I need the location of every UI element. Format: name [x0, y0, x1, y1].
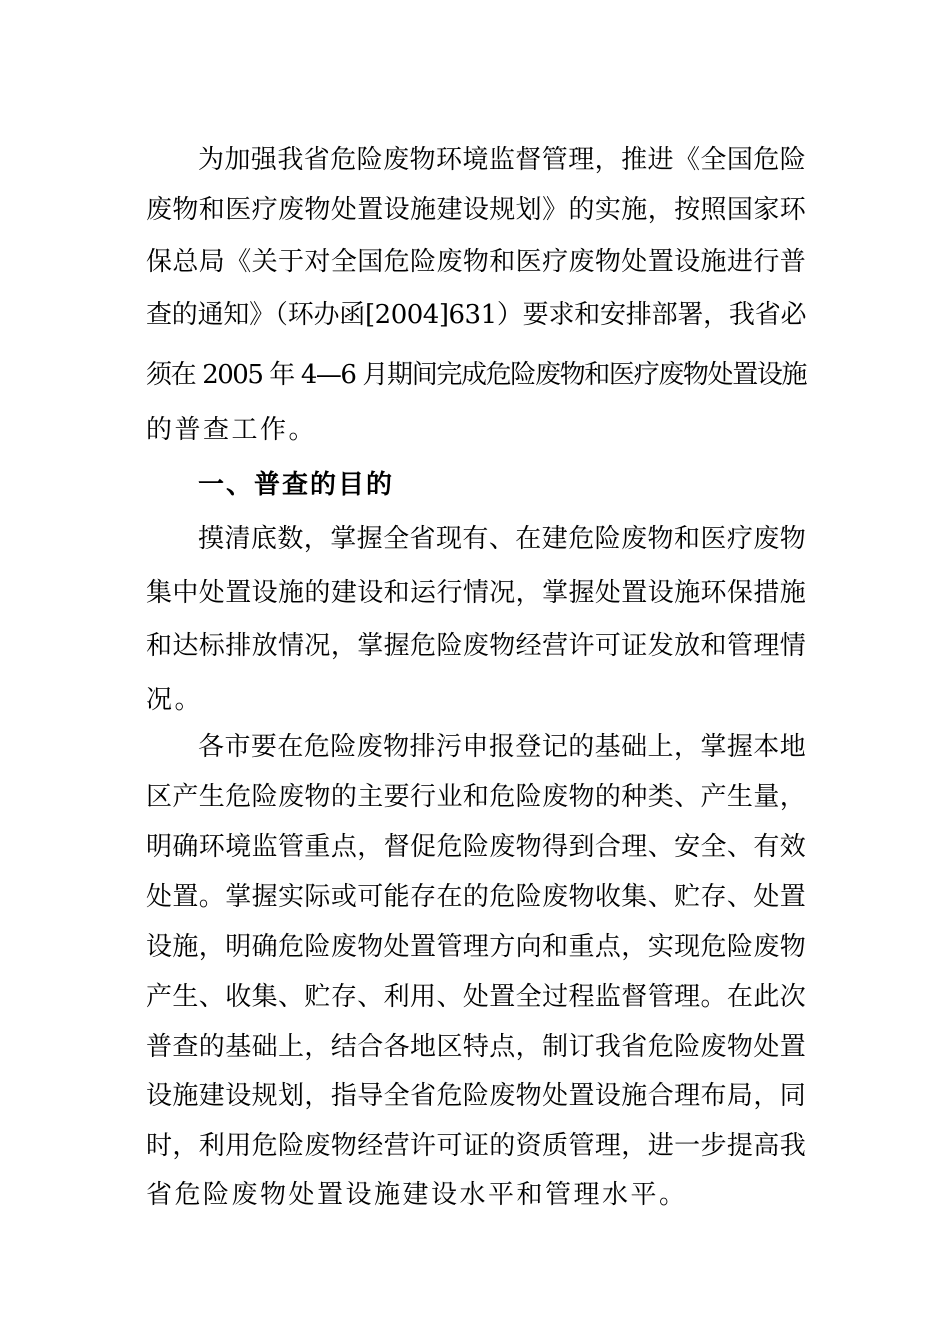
paragraph-line: 摸清底数，掌握全省现有、在建危险废物和医疗废物 [198, 524, 806, 554]
paragraph-line: 各市要在危险废物排污申报登记的基础上，掌握本地 [198, 732, 806, 762]
paragraph-line: 时，利用危险废物经营许可证的资质管理，进一步提高我 [146, 1131, 806, 1161]
paragraph-line: 设施，明确危险废物处置管理方向和重点，实现危险废物 [146, 932, 806, 962]
paragraph-line: 查的通知》（环办函[2004]631）要求和安排部署，我省必 [146, 300, 806, 330]
paragraph-line: 须在 2005 年 4—6 月期间完成危险废物和医疗废物处置设施 [146, 360, 806, 390]
paragraph-line: 区产生危险废物的主要行业和危险废物的种类、产生量， [146, 782, 806, 812]
section-heading: 一、普查的目的 [198, 470, 395, 500]
paragraph-line: 废物和医疗废物处置设施建设规划》的实施，按照国家环 [146, 195, 806, 225]
paragraph-line: 处置。掌握实际或可能存在的危险废物收集、贮存、处置 [146, 882, 806, 912]
paragraph-line: 保总局《关于对全国危险废物和医疗废物处置设施进行普 [146, 247, 806, 277]
paragraph-line: 的普查工作。 [146, 415, 318, 445]
paragraph-line: 和达标排放情况，掌握危险废物经营许可证发放和管理情 [146, 631, 806, 661]
paragraph-line: 集中处置设施的建设和运行情况，掌握处置设施环保措施 [146, 578, 806, 608]
paragraph-line: 产生、收集、贮存、利用、处置全过程监督管理。在此次 [146, 982, 806, 1012]
paragraph-line: 况。 [146, 685, 204, 715]
paragraph-line: 省危险废物处置设施建设水平和管理水平。 [146, 1180, 688, 1210]
paragraph-line: 普查的基础上，结合各地区特点，制订我省危险废物处置 [146, 1032, 806, 1062]
paragraph-line: 设施建设规划，指导全省危险废物处置设施合理布局，同 [146, 1081, 806, 1111]
paragraph-line: 明确环境监管重点，督促危险废物得到合理、安全、有效 [146, 832, 806, 862]
paragraph-line: 为加强我省危险废物环境监督管理，推进《全国危险 [198, 145, 806, 175]
